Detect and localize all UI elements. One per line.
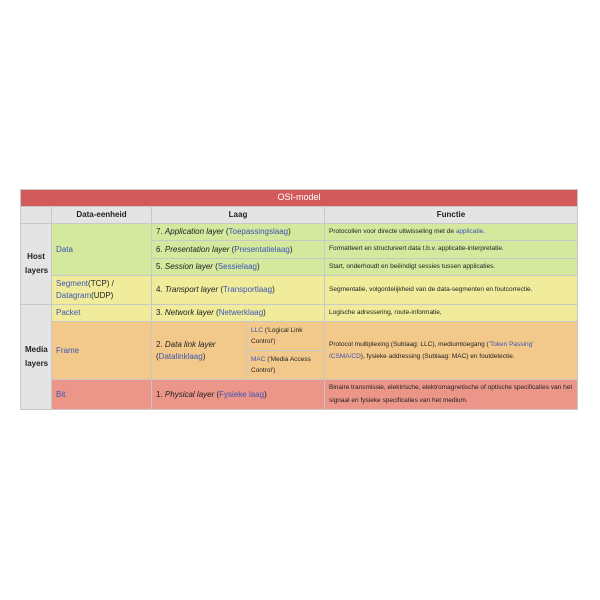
layer-2-local-link[interactable]: Datalinklaag	[158, 351, 203, 361]
layer-5-local-link[interactable]: Sessielaag	[217, 261, 257, 271]
unit-segment-suffix: (TCP) /	[88, 279, 114, 289]
table-title: OSI-model	[21, 190, 578, 207]
group-host-line2: layers	[25, 266, 49, 276]
layer-7-number: 7.	[156, 227, 163, 237]
header-function: Functie	[325, 207, 578, 224]
layer-4-number: 4.	[156, 285, 163, 295]
layer-2-number: 2.	[156, 339, 163, 349]
unit-transport-cell	[52, 276, 152, 305]
function-7-end: .	[483, 228, 486, 235]
group-media-layers	[21, 305, 52, 410]
function-7-cell	[325, 224, 578, 241]
unit-bit-link[interactable]: Bit	[56, 389, 66, 399]
sublayer-mac-link[interactable]: MAC	[251, 356, 266, 364]
unit-segment-link[interactable]: Segment	[56, 279, 89, 289]
function-1-cell: Binaire transmissie, elektrische, elektromagnetische of optische specificaties van het signaal en fysieke specificaties van het medium.	[325, 380, 578, 410]
corner-cell	[21, 207, 52, 224]
function-2-csma-link[interactable]: /CSMA/CD	[329, 352, 361, 360]
header-data-unit: Data-eenheid	[52, 207, 152, 224]
function-7-text: Protocollen voor directe uitwisseling met de	[329, 228, 456, 235]
function-3-cell: Logische adressering, route-informatie,	[325, 305, 578, 322]
unit-packet-link[interactable]: Packet	[56, 308, 81, 318]
unit-data-cell	[52, 224, 152, 276]
layer-1-cell: 1. Physical layer (Fysieke laag)	[152, 380, 325, 410]
layer-4-cell: 4. Transport layer (Transportlaag)	[152, 276, 325, 305]
unit-frame-link[interactable]: Frame	[56, 345, 80, 355]
sublayer-llc-link[interactable]: LLC	[251, 327, 263, 335]
layer-6-cell: 6. Presentation layer (Presentatielaag)	[152, 241, 325, 258]
function-5-cell: Start, onderhoudt en beëindigt sessies tussen applicaties.	[325, 258, 578, 275]
group-media-line2: layers	[25, 359, 49, 369]
function-4-cell: Segmentatie, volgordelijkheid van de data-segmenten en foutcorrectie.	[325, 276, 578, 305]
unit-datagram-link[interactable]: Datagram	[56, 291, 92, 301]
function-2-text-c: ), fysieke addressing (Sublaag: MAC) en foutdetectie.	[360, 352, 515, 360]
layer-5-cell: 5. Session layer (Sessielaag)	[152, 258, 325, 275]
layer-6-local-link[interactable]: Presentatielaag	[234, 244, 290, 254]
header-layer: Laag	[152, 207, 325, 224]
unit-bit-cell	[52, 380, 152, 410]
layer-1-number: 1.	[156, 389, 163, 399]
function-6-cell: Formatteert en structureert data t.b.v. applicatie-interpretatie.	[325, 241, 578, 258]
unit-data-link[interactable]: Data	[56, 244, 73, 254]
layer-7-local-link[interactable]: Toepassingslaag	[228, 227, 289, 237]
function-2-cell	[325, 322, 578, 380]
layer-6-number: 6.	[156, 244, 163, 254]
group-host-line1: Host	[27, 252, 45, 262]
sublayer-mac-desc: ('Media Access Control')	[251, 356, 311, 375]
layer-3-name: Network layer	[164, 308, 214, 318]
layer-3-local-link[interactable]: Netwerklaag	[218, 308, 264, 318]
layer-4-name: Transport layer	[164, 285, 219, 295]
group-host-layers	[21, 224, 52, 305]
layer-5-number: 5.	[156, 261, 163, 271]
unit-datagram-suffix: (UDP)	[91, 291, 114, 301]
function-2-token-passing-link[interactable]: 'Token Passing'	[488, 340, 534, 348]
layer-2-name: Data link layer	[164, 339, 216, 349]
function-2-text-a: Protocol multiplexing (Sublaag: LLC), mediumtoegang (	[329, 340, 489, 348]
layer-4-local-link[interactable]: Transportlaag	[223, 285, 273, 295]
sublayer-llc-cell	[247, 322, 325, 351]
osi-model-table	[20, 189, 578, 410]
layer-1-local-link[interactable]: Fysieke laag	[219, 389, 265, 399]
layer-5-name: Session layer	[164, 261, 213, 271]
layer-2-cell: 2. Data link layer (Datalinklaag)	[152, 322, 247, 380]
layer-1-name: Physical layer	[164, 389, 215, 399]
layer-6-name: Presentation layer	[164, 244, 230, 254]
layer-7-name: Application layer	[164, 227, 224, 237]
group-media-line1: Media	[25, 345, 48, 355]
unit-frame-cell	[52, 322, 152, 380]
layer-7-cell: 7. Application layer (Toepassingslaag)	[152, 224, 325, 241]
unit-packet-cell	[52, 305, 152, 322]
sublayer-mac-cell	[247, 351, 325, 380]
sublayer-llc-desc: ('Logical Link Control')	[251, 327, 303, 346]
function-7-link[interactable]: applicatie	[455, 228, 484, 235]
layer-3-cell: 3. Network layer (Netwerklaag)	[152, 305, 325, 322]
layer-3-number: 3.	[156, 308, 163, 318]
